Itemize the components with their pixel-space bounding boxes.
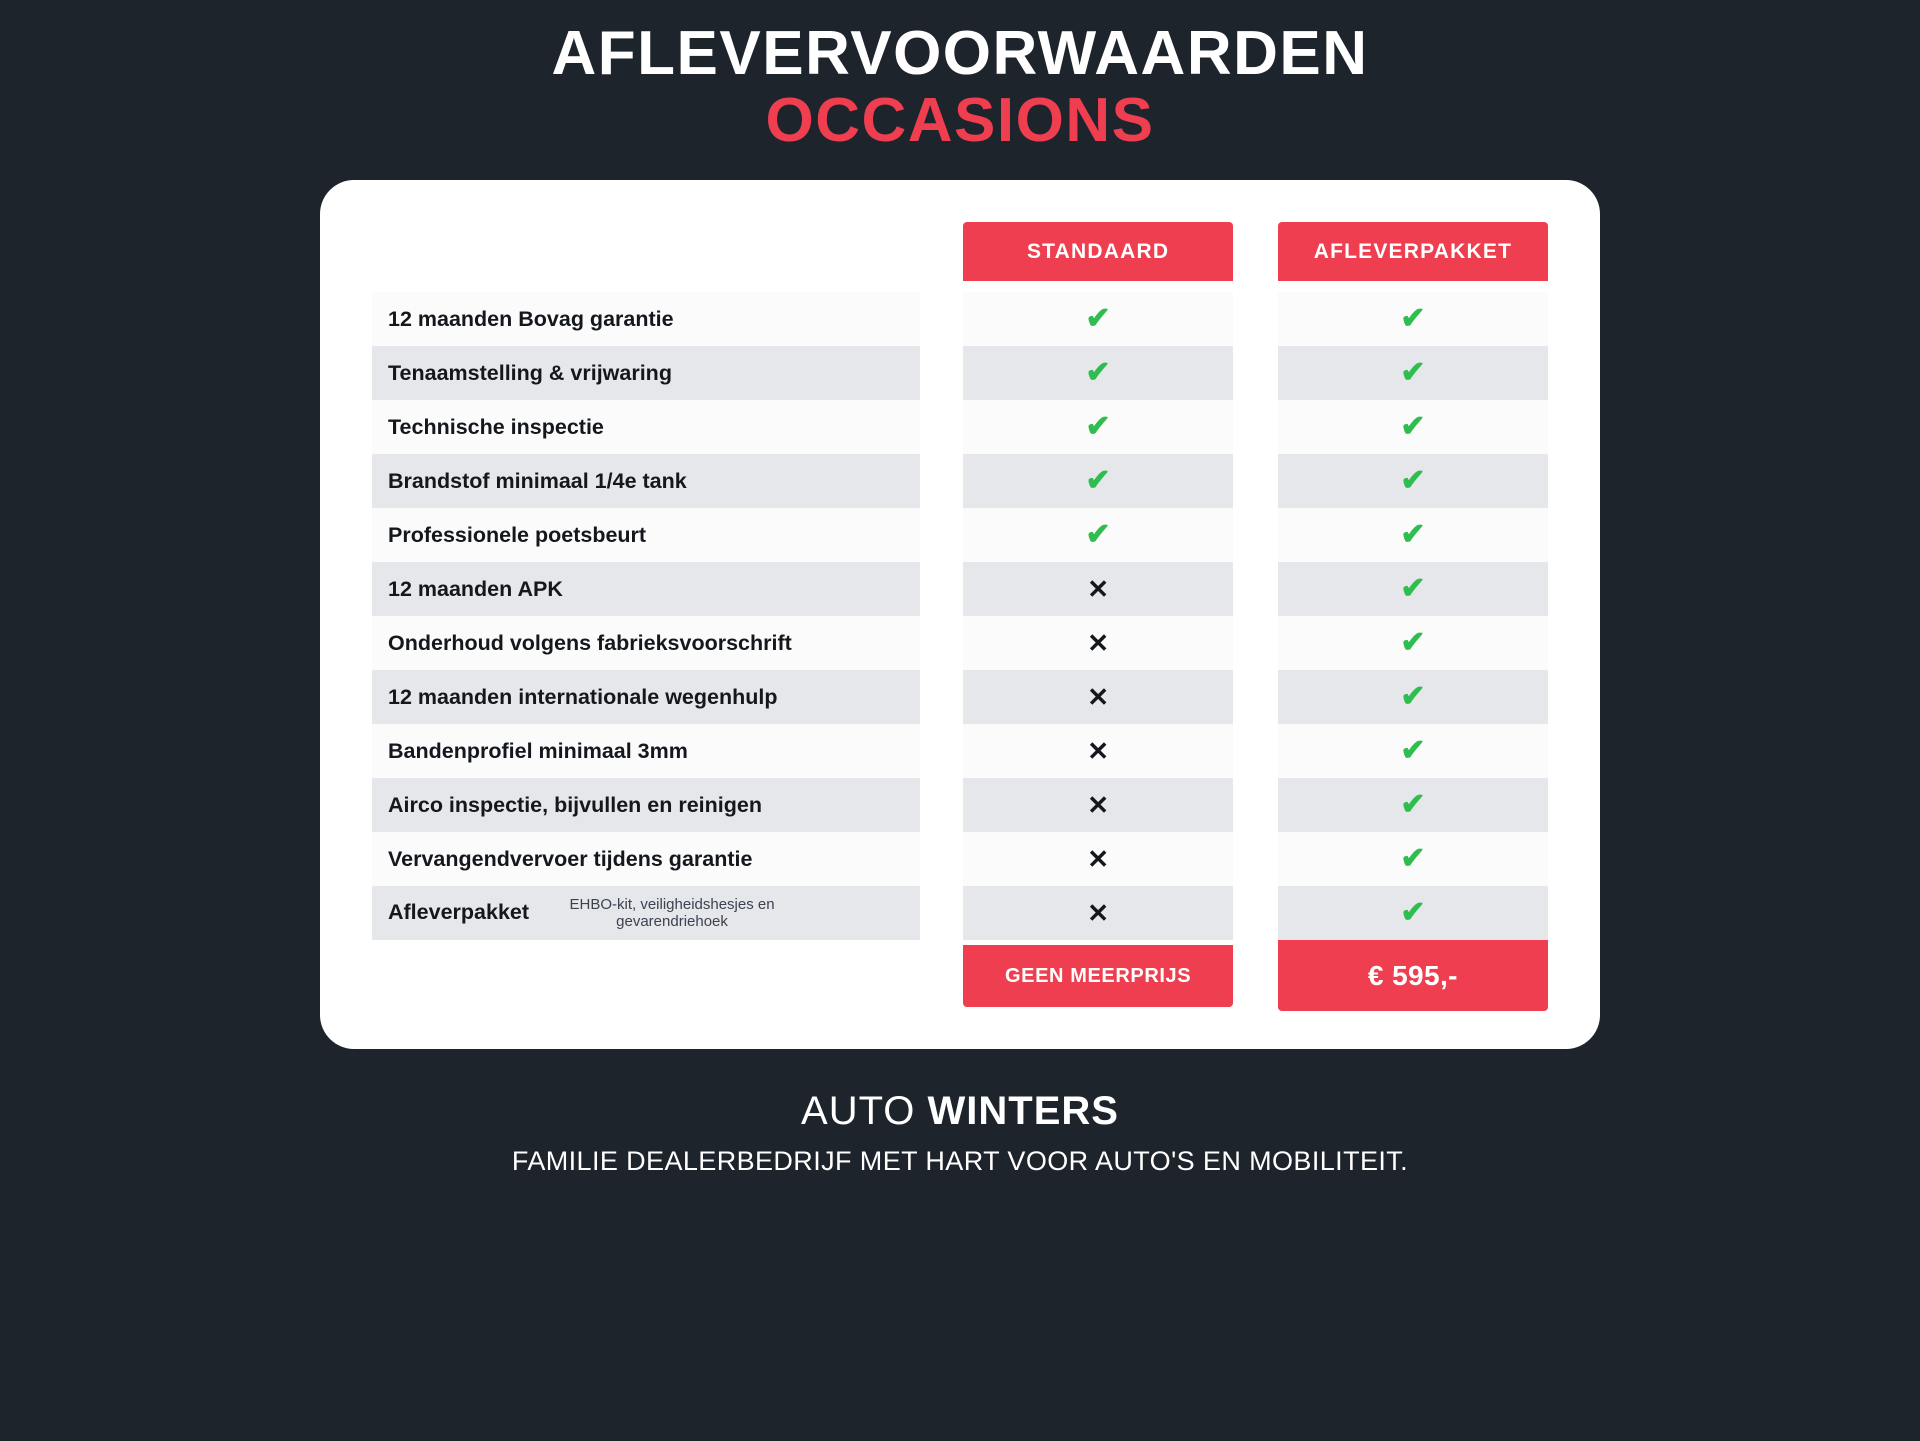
cell-afleverpakket [1278, 292, 1548, 346]
brand-name [512, 1089, 1408, 1134]
cell-afleverpakket [1278, 778, 1548, 832]
cell-standaard [963, 562, 1233, 616]
check-icon: ✔ [1085, 302, 1111, 336]
table-row [372, 886, 1548, 940]
check-icon: ✔ [1400, 572, 1426, 606]
feature-label [372, 292, 920, 346]
table-footer-row [372, 940, 1548, 1011]
page-title [551, 19, 1369, 156]
feature-text: Professionele poetsbeurt [388, 522, 647, 547]
feature-label [372, 454, 920, 508]
check-icon: ✔ [1400, 734, 1426, 768]
table-row [372, 724, 1548, 778]
feature-text: Airco inspectie, bijvullen en reinigen [388, 792, 762, 817]
cross-icon: ✕ [1087, 844, 1109, 875]
check-icon: ✔ [1085, 518, 1111, 552]
cell-standaard [963, 778, 1233, 832]
table-row [372, 616, 1548, 670]
feature-label [372, 724, 920, 778]
cell-afleverpakket [1278, 454, 1548, 508]
feature-text: Brandstof minimaal 1/4e tank [388, 468, 687, 493]
feature-label [372, 346, 920, 400]
feature-text: Afleverpakket [388, 900, 530, 925]
cell-standaard [963, 616, 1233, 670]
price-afleverpakket [1278, 940, 1548, 1011]
feature-text: Vervangendvervoer tijdens garantie [388, 846, 753, 871]
cell-standaard [963, 886, 1233, 940]
feature-label [372, 886, 920, 940]
cell-afleverpakket [1278, 346, 1548, 400]
check-icon: ✔ [1400, 788, 1426, 822]
comparison-card [320, 180, 1600, 1049]
cell-afleverpakket [1278, 616, 1548, 670]
cell-standaard [963, 724, 1233, 778]
column-header-standaard [963, 220, 1233, 282]
table-row [372, 562, 1548, 616]
check-icon: ✔ [1400, 410, 1426, 444]
cell-standaard [963, 346, 1233, 400]
check-icon: ✔ [1400, 518, 1426, 552]
check-icon: ✔ [1400, 356, 1426, 390]
cell-afleverpakket [1278, 562, 1548, 616]
cross-icon: ✕ [1087, 574, 1109, 605]
table-header-row [372, 220, 1548, 282]
cell-standaard [963, 670, 1233, 724]
price-standaard-label: GEEN MEERPRIJS [963, 945, 1233, 1007]
column-header-afleverpakket-label: AFLEVERPAKKET [1278, 222, 1548, 281]
comparison-table [372, 220, 1548, 1011]
feature-label [372, 670, 920, 724]
brand-name-bold: WINTERS [927, 1089, 1119, 1134]
feature-label [372, 562, 920, 616]
feature-text: Tenaamstelling & vrijwaring [388, 360, 672, 385]
price-standaard [963, 940, 1233, 1011]
brand-footer [512, 1089, 1408, 1177]
title-line-1: AFLEVERVOORWAARDEN [551, 19, 1369, 88]
cross-icon: ✕ [1087, 628, 1109, 659]
feature-text: Bandenprofiel minimaal 3mm [388, 738, 688, 763]
feature-label [372, 616, 920, 670]
feature-label [372, 508, 920, 562]
check-icon: ✔ [1085, 356, 1111, 390]
cell-standaard [963, 508, 1233, 562]
cell-standaard [963, 454, 1233, 508]
cell-afleverpakket [1278, 508, 1548, 562]
check-icon: ✔ [1085, 410, 1111, 444]
cell-standaard [963, 292, 1233, 346]
table-row [372, 508, 1548, 562]
title-line-2: OCCASIONS [765, 86, 1155, 156]
table-row [372, 400, 1548, 454]
cross-icon: ✕ [1087, 898, 1109, 929]
brand-name-light: AUTO [801, 1089, 916, 1134]
cell-standaard [963, 400, 1233, 454]
feature-text: 12 maanden internationale wegenhulp [388, 684, 778, 709]
header-feature-blank [372, 220, 920, 282]
cell-afleverpakket [1278, 400, 1548, 454]
feature-label [372, 832, 920, 886]
table-row [372, 292, 1548, 346]
brand-tagline: FAMILIE DEALERBEDRIJF MET HART VOOR AUTO'S EN MOBILITEIT. [511, 1146, 1409, 1177]
header-spacer-row [372, 282, 1548, 292]
table-row [372, 778, 1548, 832]
column-header-standaard-label: STANDAARD [963, 222, 1233, 281]
cell-afleverpakket [1278, 886, 1548, 940]
check-icon: ✔ [1400, 680, 1426, 714]
feature-text: Technische inspectie [388, 414, 604, 439]
cross-icon: ✕ [1087, 790, 1109, 821]
feature-label [372, 778, 920, 832]
check-icon: ✔ [1400, 842, 1426, 876]
price-afleverpakket-label: € 595,- [1278, 940, 1548, 1011]
table-row [372, 454, 1548, 508]
cell-standaard [963, 832, 1233, 886]
column-header-afleverpakket [1278, 220, 1548, 282]
cross-icon: ✕ [1087, 682, 1109, 713]
feature-text: 12 maanden Bovag garantie [388, 306, 674, 331]
check-icon: ✔ [1085, 464, 1111, 498]
check-icon: ✔ [1400, 896, 1426, 930]
cell-afleverpakket [1278, 832, 1548, 886]
table-row [372, 670, 1548, 724]
cell-afleverpakket [1278, 670, 1548, 724]
table-row [372, 346, 1548, 400]
check-icon: ✔ [1400, 626, 1426, 660]
cross-icon: ✕ [1087, 736, 1109, 767]
feature-label [372, 400, 920, 454]
check-icon: ✔ [1400, 302, 1426, 336]
table-row [372, 832, 1548, 886]
feature-text: Onderhoud volgens fabrieksvoorschrift [388, 630, 792, 655]
feature-note: EHBO-kit, veiligheidshesjes en gevarendriehoek [569, 896, 775, 931]
cell-afleverpakket [1278, 724, 1548, 778]
check-icon: ✔ [1400, 464, 1426, 498]
feature-text: 12 maanden APK [388, 576, 563, 601]
